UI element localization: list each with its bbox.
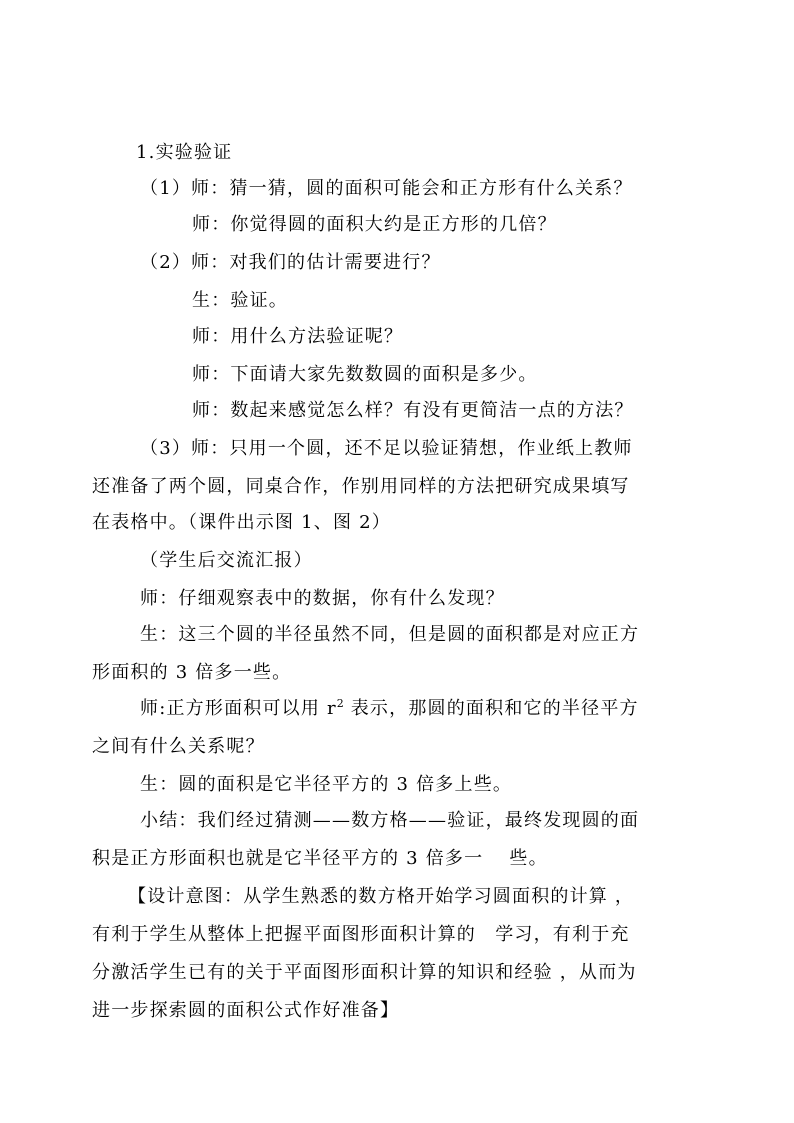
design-intent-line: 分激活学生已有的关于平面图形面积计算的知识和经验 ，从而为 xyxy=(92,962,637,983)
summary-line: 积是正方形面积也就是它半径平方的 3 倍多一 些。 xyxy=(92,848,548,869)
paragraph-7-line: 之间有什么关系呢？ xyxy=(92,736,265,757)
paragraph-2: （2）师：对我们的估计需要进行？ xyxy=(140,252,441,273)
paragraph-6-line: 生：这三个圆的半径虽然不同，但是圆的面积都是对应正方 xyxy=(140,624,640,645)
dialogue-line: 师：下面请大家先数数圆的面积是多少。 xyxy=(192,364,538,385)
paragraph-5: 师：仔细观察表中的数据，你有什么发现？ xyxy=(140,588,505,609)
design-intent-line: 进一步探索圆的面积公式作好准备】 xyxy=(92,1000,400,1021)
paragraph-7-text-b: 表示，那圆的面积和它的半径平方 xyxy=(343,698,639,719)
paragraph-4: （学生后交流汇报） xyxy=(140,550,313,571)
paragraph-1: （1）师：猜一猜，圆的面积可能会和正方形有什么关系？ xyxy=(140,178,633,199)
dialogue-line: 师：用什么方法验证呢？ xyxy=(192,326,404,347)
section-heading: 1.实验验证 xyxy=(136,142,233,163)
dialogue-line: 师：数起来感觉怎么样？有没有更简洁一点的方法？ xyxy=(192,400,634,421)
summary-line: 小结：我们经过猜测——数方格——验证，最终发现圆的面 xyxy=(140,810,640,831)
paragraph-7-text-a: 师:正方形面积可以用 r xyxy=(140,698,337,719)
paragraph-7-line xyxy=(140,696,639,722)
dialogue-line: 生：验证。 xyxy=(192,290,288,311)
paragraph-1-followup: 师：你觉得圆的面积大约是正方形的几倍？ xyxy=(192,214,557,235)
paragraph-3-line: 还准备了两个圆，同桌合作，作别用同样的方法把研究成果填写 xyxy=(92,476,630,497)
design-intent-line: 【设计意图：从学生熟悉的数方格开始学习圆面积的计算 ， xyxy=(128,886,635,907)
superscript-2: 2 xyxy=(336,697,344,710)
paragraph-6-line: 形面积的 3 倍多一些。 xyxy=(92,662,292,683)
paragraph-8: 生：圆的面积是它半径平方的 3 倍多上些。 xyxy=(140,774,513,795)
design-intent-line: 有利于学生从整体上把握平面图形面积计算的 学习，有利于充 xyxy=(92,924,630,945)
paragraph-3-line: （3）师：只用一个圆，还不足以验证猜想，作业纸上教师 xyxy=(140,438,633,459)
paragraph-3-line: 在表格中。（课件出示图 1、图 2） xyxy=(92,512,391,533)
